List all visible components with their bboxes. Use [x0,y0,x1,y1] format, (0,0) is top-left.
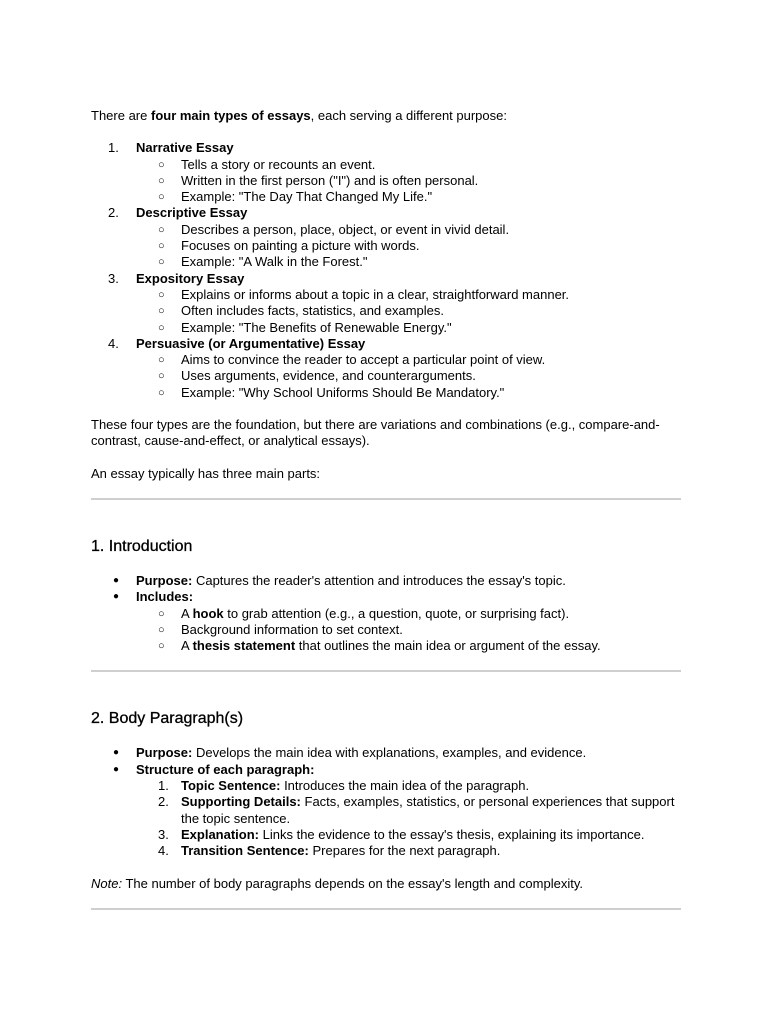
document-content [91,108,681,910]
list-number: 4. [108,335,119,351]
step-label: Explanation: [181,826,260,842]
item-text: A [181,638,193,654]
item-text: that outlines the main idea or argument of the essay. [295,638,601,654]
essay-type-title: Persuasive (or Argumentative) Essay [136,335,366,351]
parts-intro-paragraph: An essay typically has three main parts: [91,465,321,481]
purpose-text: Captures the reader's attention and introduces the essay's topic. [192,572,566,588]
body-list [91,745,681,859]
list-item: ○ Explains or informs about a topic in a clear, straightforward manner. [136,287,681,303]
list-item: ○ Aims to convince the reader to accept a particular point of view. [136,352,681,368]
essay-type-title: Descriptive Essay [136,205,248,221]
list-item [136,778,681,794]
list-item: ○ Example: "Why School Uniforms Should Be Mandatory." [136,385,681,401]
note-label: Note: [91,875,123,891]
introduction-list [91,573,681,654]
essay-type-points [136,157,681,206]
list-item: ○ Tells a story or recounts an event. [136,157,681,173]
list-item [91,589,681,654]
list-number: 2. [158,794,169,810]
includes-list [136,606,681,655]
essay-types-list [91,140,681,401]
step-text: Facts, examples, statistics, or personal experiences that support the topic sentence. [181,794,675,826]
list-number: 3. [158,826,169,842]
step-text: Introduces the main idea of the paragraph. [280,778,530,794]
essay-type-points [136,222,681,271]
purpose-label: Purpose: [136,572,193,588]
purpose-text: Develops the main idea with explanations, examples, and evidence. [192,745,587,761]
list-item: ○ Example: "The Benefits of Renewable Energy." [136,320,681,336]
note-paragraph [91,876,681,892]
essay-type-descriptive [91,205,681,270]
list-item [136,606,681,622]
step-label: Supporting Details: [181,794,301,810]
item-bold-text: hook [192,605,224,621]
step-label: Transition Sentence: [181,843,309,859]
purpose-label: Purpose: [136,745,193,761]
structure-label: Structure of each paragraph: [136,761,315,777]
section-divider [91,908,681,910]
list-item [91,573,681,589]
list-number: 3. [108,270,119,286]
section-divider [91,498,681,500]
list-item [136,827,681,843]
intro-paragraph [91,108,681,124]
essay-type-title: Expository Essay [136,270,245,286]
intro-bold-text: four main types of essays [150,108,311,123]
item-text: A [181,605,193,621]
list-item: ○ Example: "A Walk in the Forest." [136,254,681,270]
list-item: ○ Describes a person, place, object, or event in vivid detail. [136,222,681,238]
variations-paragraph: These four types are the foundation, but there are variations and combinations (e.g., compare-and-contrast, cause-and-effect, or analytical essays). [91,417,660,449]
item-text: to grab attention (e.g., a question, quote, or surprising fact). [223,605,570,621]
essay-type-title: Narrative Essay [136,140,234,156]
essay-type-narrative [91,140,681,205]
list-item [136,638,681,654]
list-item: ○ Often includes facts, statistics, and examples. [136,303,681,319]
essay-type-expository [91,271,681,336]
list-number: 1. [108,140,119,156]
list-item: ○ Focuses on painting a picture with words. [136,238,681,254]
list-item: ○ Example: "The Day That Changed My Life." [136,189,681,205]
step-text: Links the evidence to the essay's thesis, explaining its importance. [259,826,645,842]
list-item [136,794,681,827]
section-divider [91,670,681,672]
list-number: 2. [108,205,119,221]
essay-type-persuasive [91,336,681,401]
list-item: ○ Uses arguments, evidence, and counterarguments. [136,368,681,384]
essay-type-points [136,352,681,401]
list-item [91,762,681,860]
intro-text-end: , each serving a different purpose: [310,108,507,123]
list-item: ○ Background information to set context. [136,622,681,638]
list-item [136,843,681,859]
essay-type-points [136,287,681,336]
introduction-heading: 1. Introduction [91,537,193,555]
note-text: The number of body paragraphs depends on the essay's length and complexity. [122,875,583,891]
list-item: ○ Written in the first person ("I") and is often personal. [136,173,681,189]
includes-label: Includes: [136,589,194,605]
step-text: Prepares for the next paragraph. [308,843,501,859]
list-number: 4. [158,843,169,859]
structure-steps-list [136,778,681,859]
intro-text: There are [91,108,151,123]
list-number: 1. [158,778,169,794]
body-paragraphs-heading: 2. Body Paragraph(s) [91,710,244,728]
step-label: Topic Sentence: [181,778,281,794]
list-item [91,745,681,761]
item-bold-text: thesis statement [192,638,296,654]
